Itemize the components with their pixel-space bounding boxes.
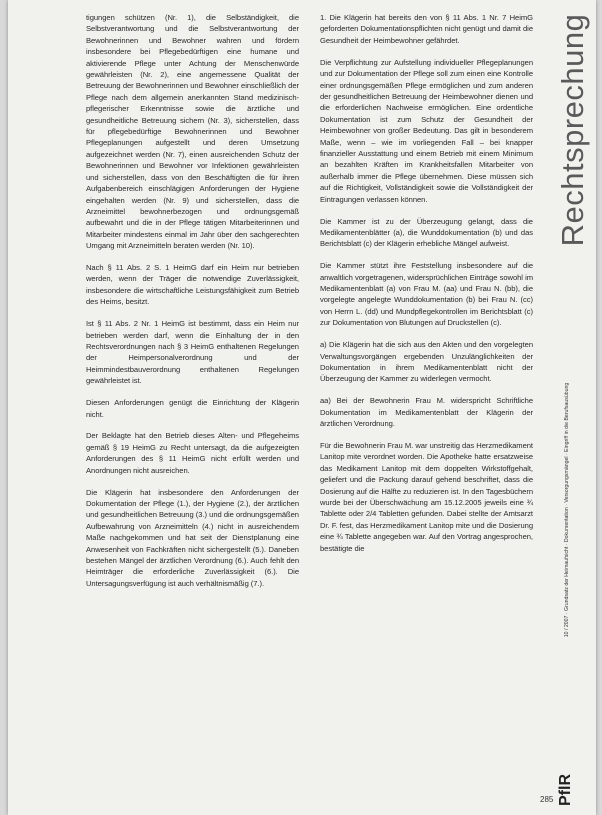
right-column <box>320 12 533 565</box>
paragraph: tigungen schützen (Nr. 1), die Selbständigkeit, die Selbstverantwortung und die Selbstverantwortung der Bewohnerinnen und Bewohner wahren und fördern insbesondere bei Pflegebedürftigen eine humane und aktivierende Pflege unter Achtung der Menschenwürde gewährleisten (Nr. 2), eine angemessene Qualität der Betreuung der Bewohnerinnen und Bewohner einschließlich der Pflege nach dem allgemein anerkannten Stand medizinisch-pflegerischer Erkenntnisse sowie die ärztliche und gesundheitliche Betreuung sichern (Nr. 3), sicherstellen, dass für pflegebedürftige Bewohnerinnen und Bewohner Pflegeplanungen aufgestellt und deren Umsetzung aufgezeichnet werden (Nr. 7), einen ausreichenden Schutz der Bewohnerinnen und Bewohner vor Infektionen gewährleisten und sicherstellen, dass von den Beschäftigten die für ihren Aufgabenbereich einschlägigen Anforderungen der Hygiene eingehalten werden (Nr. 9) und sicherstellen, dass die Arzneimittel bewohnerbezogen und ordnungsgemäß aufbewahrt und die in der Pflege tätigen Mitarbeiterinnen und Mitarbeiter mindestens einmal im Jahr über den sachgerechten Umgang mit Arzneimitteln beraten werden (Nr. 10). <box>86 13 299 251</box>
paragraph: Der Beklagte hat den Betrieb dieses Alten- und Pflegeheims gemäß § 19 HeimG zu Recht untersagt, da die aufgezeigten Anforderungen des § 11 HeimG nicht erfüllt werden und Anordnungen nicht ausreichen. <box>86 431 299 475</box>
paragraph: a) Die Klägerin hat die sich aus den Akten und den vorgelegten Verwaltungsvorgängen ergebenden Unzulänglichkeiten der Dokumentation in ihrem Medikamentenblatt nicht der Überzeugung der Kammer zu widerlegen vermocht. <box>320 340 533 384</box>
paragraph: Die Kammer ist zu der Überzeugung gelangt, dass die Medikamentenblätter (a), die Wunddokumentation (b) und das Berichtsblatt (c) der Klägerin erhebliche Mängel aufweist. <box>320 216 533 249</box>
document-page <box>8 0 596 815</box>
paragraph: Die Kammer stützt ihre Feststellung insbesondere auf die anwaltlich vorgetragenen, widersprüchlichen Einträge sowohl im Medikamentenblatt (a) von Frau M. (aa) und Frau N. (bb), die vorgelegte angelegte Wunddokumentation (b) bei Frau N. (cc) von Herrn L. (dd) und Mundpflegekontrollen im Berichtsblatt (c) zur Dokumentation von Blutungen auf Druckstellen (c). <box>320 261 533 328</box>
section-heading <box>553 13 593 247</box>
paragraph: Die Klägerin hat insbesondere den Anforderungen der Dokumentation der Pflege (1.), der Hygiene (2.), der ärztlichen und gesundheitlichen Betreuung (3.) und die ordnungsgemäßen Aufbewahrung von Arzneimitteln (4.) nicht in ausreichendem Maße nachgekommen und hat seit der Dienstplanung eine Anwesenheit von Fachkräften nicht sichergestellt (5.). Daneben bestehen Mängel der ärztlichen Verordnung (6.). Auch fehlt den Heimträger die erforderliche Zuverlässigkeit (6.). Die Untersagungsverfügung ist auch verhältnismäßig (7.). <box>86 487 299 588</box>
journal-name-text: PflR <box>557 774 574 806</box>
paragraph: 1. Die Klägerin hat bereits den von § 11 Abs. 1 Nr. 7 HeimG geforderten Dokumentationspflichten nicht genügt und damit die Gesundheit der Heimbewohner gefährdet. <box>320 13 533 45</box>
paragraph: Die Verpflichtung zur Aufstellung individueller Pflegeplanungen und zur Dokumentation der Pflege soll zum einen eine Kontrolle einer ordnungsgemäßen Pflege ermöglichen und zum anderen der gesundheitlichen Betreuung der Heimbewohner dienen und die erforderlichen Nachweise ermöglichen. Eine ordentliche Dokumentation ist zum Schutz der Gesundheit der Heimbewohner von großer Bedeutung. Das gilt in besonderem Maße, wenn – wie im vorliegenden Fall – bei knapper finanzieller Ausstattung und einem Betrieb mit einem Minimum an bezahlten Kräften im Krankheitsfallen Mitarbeiter von außerhalb immer die Pflege übernehmen. Diese müssen sich auf die Richtigkeit, Vollständigkeit sowie die Vollständigkeit der Eintragungen verlassen können. <box>320 57 533 204</box>
paragraph: Diesen Anforderungen genügt die Einrichtung der Klägerin nicht. <box>86 398 299 419</box>
footer-citation <box>552 330 582 810</box>
left-column <box>86 12 299 600</box>
footer-citation-text: 10 / 2007 · Grundsatz der Heimaufsicht · Dokumentation · Versorgungsmängel · Eingriff in die Berufsausübung <box>564 382 570 638</box>
paragraph: Für die Bewohnerin Frau M. war unstreitig das Herzmedikament Lanitop mite verordnet worden. Die Apotheke hatte ersatzweise das Medikament Lanitop mit dem doppelten Wirkstoffgehalt, geliefert und die Packung darauf gehend beschriftet, dass die Dosierung auf die Hälfte zu reduzieren ist. In den Tagesbüchern wurde bei der Überschwächung am 15.12.2005 jeweils eine ¾ Tablette oder 2/4 Tabletten gefunden. Dabei stellte der Amtsarzt Dr. F. fest, das Herzmedikament Lanitop mite und die Dosierung eine ¾ Tablette angegeben war. Auf den Vortrag angesprochen, bestätigte die <box>320 441 533 553</box>
section-heading-text: Rechtsprechung <box>555 13 590 247</box>
journal-name <box>553 770 579 810</box>
paragraph: aa) Bei der Bewohnerin Frau M. widerspricht Schriftliche Dokumentation im Medikamentenblatt der Klägerin der ärztlichen Verordnung. <box>320 396 533 429</box>
paragraph: Nach § 11 Abs. 2 S. 1 HeimG darf ein Heim nur betrieben werden, wenn der Träger die notwendige Zuverlässigkeit, insbesondere die wirtschaftliche Leistungsfähigkeit zum Betrieb des Heims, besitzt. <box>86 263 299 307</box>
page-number: 285 <box>540 795 554 804</box>
paragraph: Ist § 11 Abs. 2 Nr. 1 HeimG ist bestimmt, dass ein Heim nur betrieben werden darf, wenn die Einhaltung der in den Rechtsverordnungen nach § 3 HeimG enthaltenen Regelungen der Heimpersonalverordnung und der Heimmindestbauverordnung enthaltenen Regelungen gewährleistet ist. <box>86 319 299 386</box>
